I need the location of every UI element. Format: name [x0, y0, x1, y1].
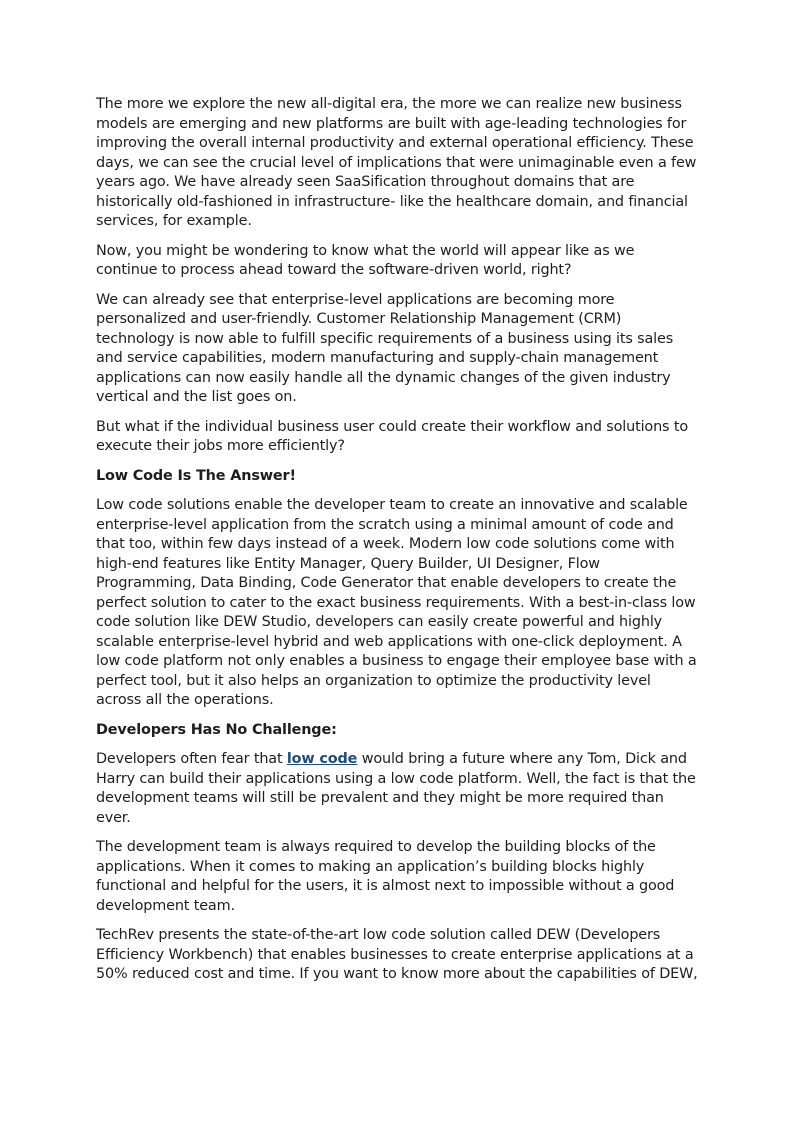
heading-developers: Developers Has No Challenge:	[96, 721, 337, 738]
heading-low-code: Low Code Is The Answer!	[96, 467, 296, 484]
developers-text-before-link: Developers often fear that	[96, 751, 287, 767]
paragraph-developers-3: TechRev presents the state-of-the-art low code solution called DEW (Developers Efficiency Workbench) that enables businesses to create enterprise applications at a 50% reduced cost and time. If you want to know more about the capabilities of DEW,	[96, 927, 698, 982]
paragraph-developers-1	[96, 750, 700, 828]
paragraph-developers-2: The development team is always required to develop the building blocks of the applications. When it comes to making an application’s building blocks highly functional and helpful for the users, it is almost next to impossible without a good development team.	[96, 839, 675, 914]
paragraph-intro-2: Now, you might be wondering to know what the world will appear like as we continue to process ahead toward the software-driven world, right?	[96, 242, 635, 278]
developers-text-after-link: would bring a future where any Tom, Dick and Harry can build their applications using a low code platform. Well, the fact is that the development teams will still be prevalent and they might be more required than ever.	[96, 751, 696, 826]
paragraph-low-code: Low code solutions enable the developer team to create an innovative and scalable enterprise-level application from the scratch using a minimal amount of code and that too, within few days instead of a week. Modern low code solutions come with high-end features like Entity Manager, Query Builder, UI Designer, Flow Programming, Data Binding, Code Generator that enable developers to create the perfect solution to cater to the exact business requirements. With a best-in-class low code solution like DEW Studio, developers can easily create powerful and highly scalable enterprise-level hybrid and web applications with one-click deployment. A low code platform not only enables a business to engage their employee base with a perfect tool, but it also helps an organization to optimize the productivity level across all the operations.	[96, 497, 697, 708]
paragraph-intro-1: The more we explore the new all-digital era, the more we can realize new business models are emerging and new platforms are built with age-leading technologies for improving the overall internal productivity and external operational efficiency. These days, we can see the crucial level of implications that were unimaginable even a few years ago. We have already seen SaaSification throughout domains that are historically old-fashioned in infrastructure- like the healthcare domain, and financial services, for example.	[96, 96, 697, 229]
paragraph-intro-3: We can already see that enterprise-level applications are becoming more personalized and user-friendly. Customer Relationship Management (CRM) technology is now able to fulfill specific requirements of a business using its sales and service capabilities, modern manufacturing and supply-chain management applications can now easily handle all the dynamic changes of the given industry vertical and the list goes on.	[96, 291, 674, 405]
low-code-link[interactable]: low code	[286, 751, 358, 767]
document-body	[96, 95, 700, 995]
paragraph-intro-4: But what if the individual business user could create their workflow and solutions to execute their jobs more efficiently?	[96, 418, 688, 454]
